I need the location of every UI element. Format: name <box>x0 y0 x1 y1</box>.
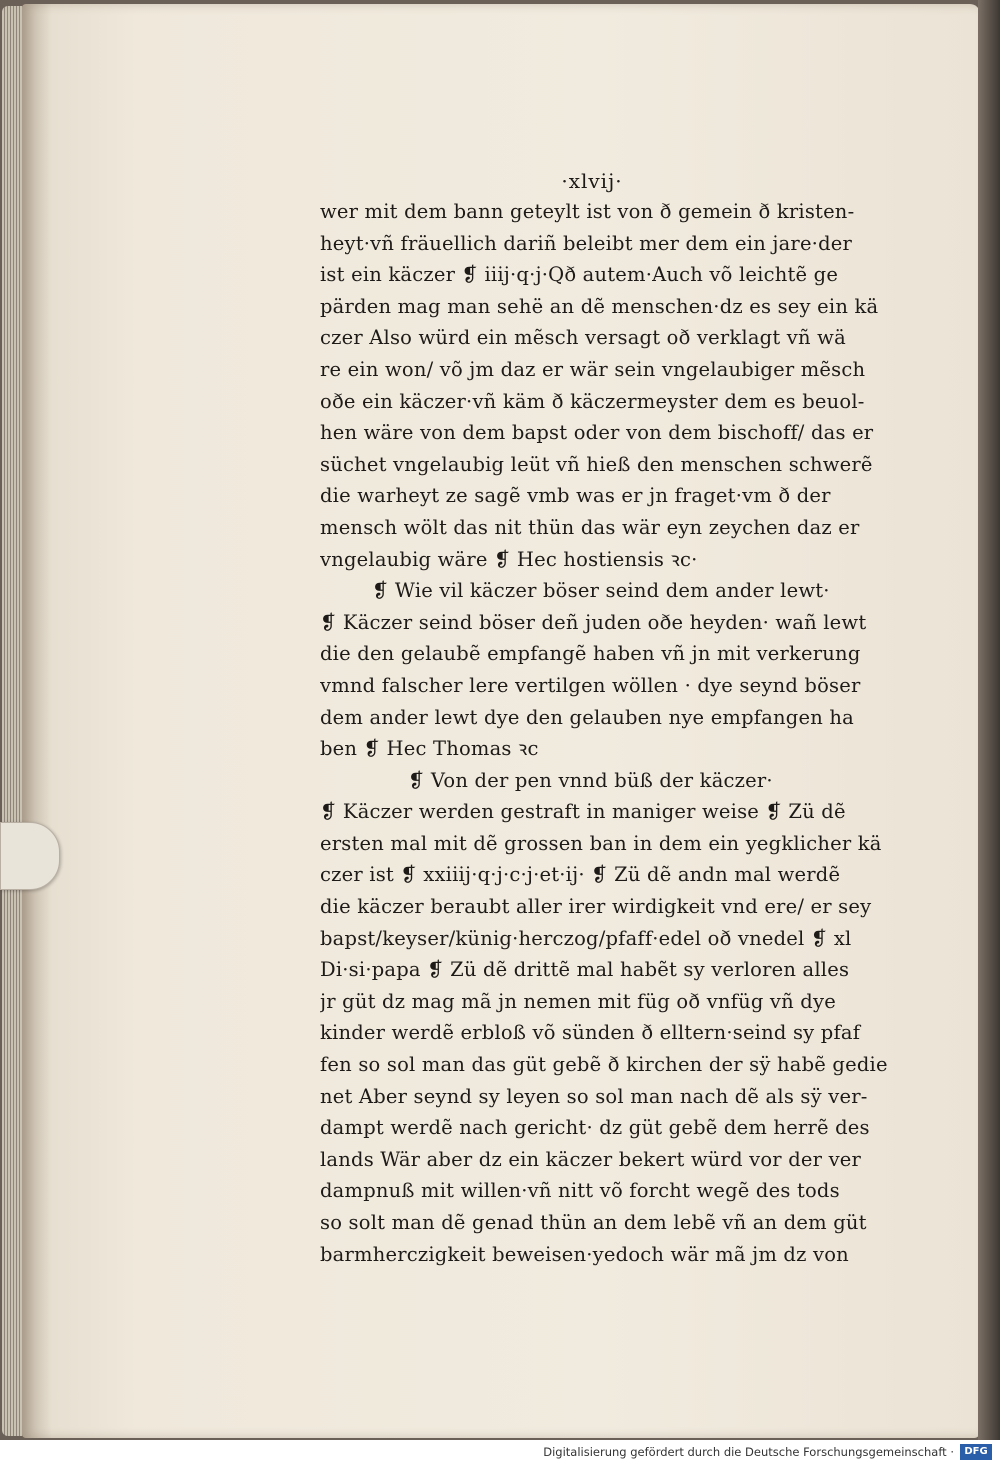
text-line: vngelaubig wäre ❡ Hec hostiensis ꝛc· <box>320 547 698 571</box>
text-line: pärden mag man sehë an dẽ menschen·dz es sey ein kä <box>320 294 879 318</box>
page-text-block <box>320 166 890 1270</box>
text-line: jr güt dz mag mã jn nemen mit füg oð vnfüg vñ dye <box>320 989 836 1013</box>
text-line: kinder werdẽ erbloß võ sünden ð elltern·seind sy pfaf <box>320 1021 861 1045</box>
text-line: ❡ Käczer seind böser deñ juden oðe heyden· wañ lewt <box>320 610 867 634</box>
dfg-logo: DFG <box>960 1444 992 1460</box>
text-line: so solt man dẽ genad thün an dem lebẽ vñ an dem güt <box>320 1211 867 1234</box>
text-line: fen so sol man das güt gebẽ ð kirchen der sÿ habẽ gedie <box>320 1053 888 1077</box>
text-line: vmnd falscher lere vertilgen wöllen · dye seynd böser <box>320 673 861 697</box>
text-line: die warheyt ze sagẽ vmb was er jn fraget·vm ð der <box>320 484 831 508</box>
text-line: dem ander lewt dye den gelauben nye empfangen ha <box>320 705 854 729</box>
text-line: die den gelaubẽ empfangẽ haben vñ jn mit verkerung <box>320 642 861 666</box>
text-line: bapst/keyser/künig·herczog/pfaff·edel oð vnedel ❡ xl <box>320 926 852 950</box>
text-line: dampnuß mit willen·vñ nitt võ forcht wegẽ des tods <box>320 1179 840 1203</box>
section-heading: ❡ Wie vil käczer böser seind dem ander lewt· <box>372 579 830 603</box>
text-line: die käczer beraubt aller irer wirdigkeit vnd ere/ er sey <box>320 895 872 919</box>
text-line: mensch wölt das nit thün das wär eyn zeychen daz er <box>320 515 860 539</box>
folio-number: ·xlvij· <box>561 169 623 193</box>
section-heading: ❡ Von der pen vnnd büß der käczer· <box>408 768 773 792</box>
text-line: czer Also würd ein mẽsch versagt oð verklagt vñ wä <box>320 326 846 350</box>
text-line: süchet vngelaubig leüt vñ hieß den menschen schwerẽ <box>320 452 873 476</box>
text-line: net Aber seynd sy leyen so sol man nach dẽ als sÿ ver- <box>320 1084 868 1108</box>
text-line: ❡ Käczer werden gestraft in maniger weise ❡ Zü dẽ <box>320 800 846 824</box>
text-line: heyt·vñ fräuellich dariñ beleibt mer dem ein jare·der <box>320 231 853 255</box>
text-line: re ein won/ võ jm daz er wär sein vngelaubiger mẽsch <box>320 357 866 381</box>
text-line: wer mit dem bann geteylt ist von ð gemein ð kristen- <box>320 200 855 223</box>
text-line: ersten mal mit dẽ grossen ban in dem ein yegklicher kä <box>320 831 882 855</box>
text-line: oðe ein käczer·vñ käm ð käczermeyster dem es beuol- <box>320 389 865 413</box>
text-line: ist ein käczer ❡ iiij·q·j·Qð autem·Auch võ leichtẽ ge <box>320 263 839 287</box>
page-gutter-shadow <box>22 4 52 1438</box>
text-line: Di·si·papa ❡ Zü dẽ drittẽ mal habẽt sy verloren alles <box>320 958 850 982</box>
footer-bar <box>0 1440 1000 1466</box>
funding-credit: Digitalisierung gefördert durch die Deutsche Forschungsgemeinschaft · <box>543 1445 954 1459</box>
bookmark-tab <box>0 822 60 890</box>
text-line: barmherczigkeit beweisen·yedoch wär mã jm dz von <box>320 1242 849 1266</box>
text-line: ben ❡ Hec Thomas ꝛc <box>320 737 539 761</box>
text-line: hen wäre von dem bapst oder von dem bischoff/ das er <box>320 421 874 445</box>
text-line: czer ist ❡ xxiiij·q·j·c·j·et·ij· ❡ Zü dẽ andn mal werdẽ <box>320 863 841 887</box>
text-line: dampt werdẽ nach gericht· dz güt gebẽ dem herrẽ des <box>320 1116 870 1140</box>
text-line: lands Wär aber dz ein käczer bekert würd vor der ver <box>320 1147 862 1171</box>
book-right-edge <box>978 0 1000 1440</box>
